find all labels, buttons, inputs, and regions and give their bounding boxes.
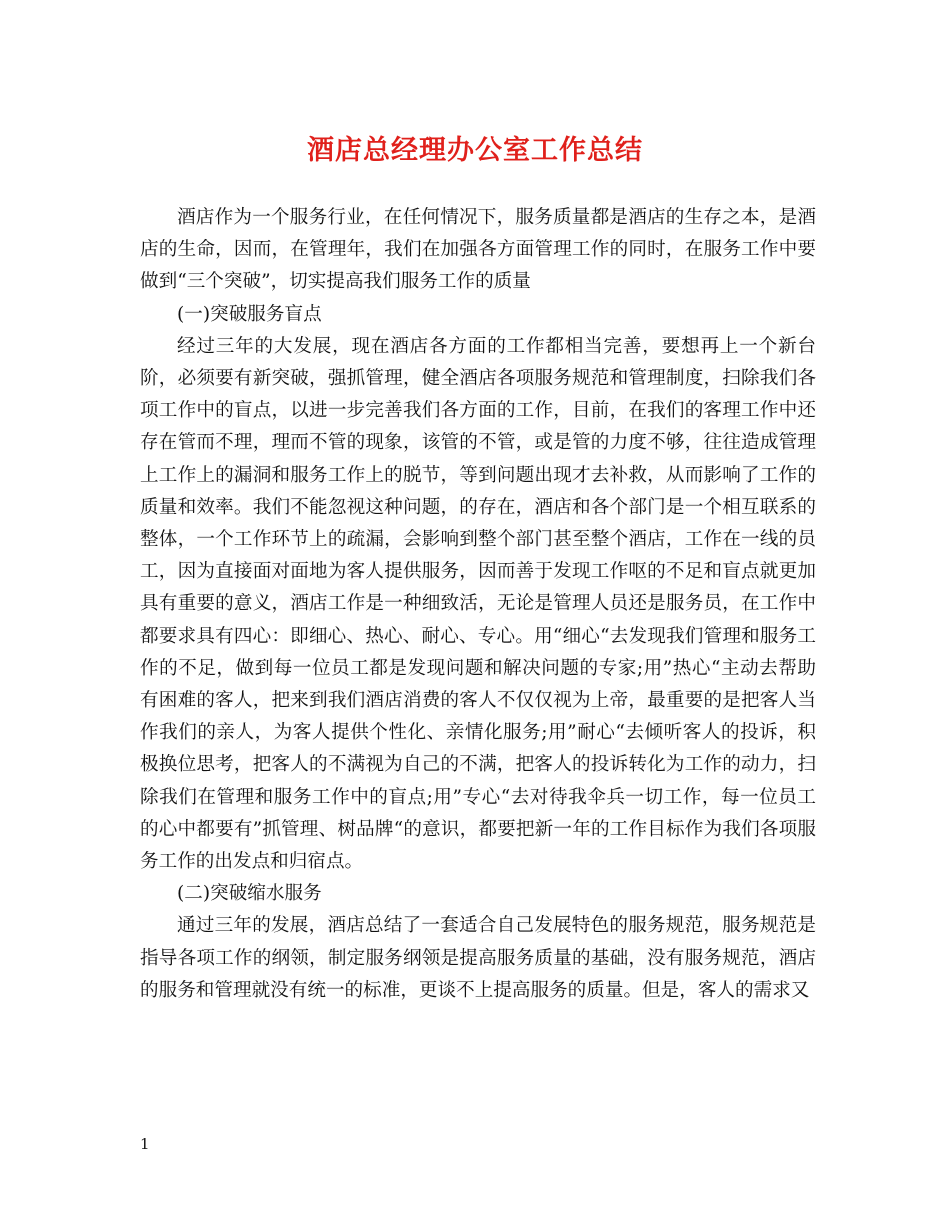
document-body bbox=[140, 202, 816, 1007]
document-title: 酒店总经理办公室工作总结 bbox=[307, 135, 643, 166]
paragraph-intro: 酒店作为一个服务行业，在任何情况下，服务质量都是酒店的生存之本，是酒店的生命，因而，在管理年，我们在加强各方面管理工作的同时，在服务工作中要做到“三个突破”，切实提高我们服务工作的质量 bbox=[140, 207, 816, 293]
section-heading-2: (二)突破缩水服务 bbox=[177, 883, 322, 905]
page-number: 1 bbox=[140, 1135, 150, 1153]
paragraph-section-2: 通过三年的发展，酒店总结了一套适合自己发展特色的服务规范，服务规范是指导各项工作的纲领，制定服务纲领是提高服务质量的基础，没有服务规范，酒店的服务和管理就没有统一的标准，更谈不上提高服务的质量。但是，客人的需求又 bbox=[140, 915, 816, 1001]
section-heading-1: (一)突破服务盲点 bbox=[177, 303, 322, 325]
paragraph-section-1: 经过三年的大发展，现在酒店各方面的工作都相当完善，要想再上一个新台阶，必须要有新突破，强抓管理，健全酒店各项服务规范和管理制度，扫除我们各项工作中的盲点，以进一步完善我们各方面的工作，目前，在我们的客理工作中还存在管而不理，理而不管的现象，该管的不管，或是管的力度不够，往往造成管理上工作上的漏洞和服务工作上的脱节，等到问题出现才去补救，从而影响了工作的质量和效率。我们不能忽视这种问题，的存在，酒店和各个部门是一个相互联系的整体，一个工作环节上的疏漏，会影响到整个部门甚至整个酒店，工作在一线的员工，因为直接面对面地为客人提供服务，因而善于发现工作呕的不足和盲点就更加具有重要的意义，酒店工作是一种细致活，无论是管理人员还是服务员，在工作中都要求具有四心：即细心、热心、耐心、专心。用“细心“去发现我们管理和服务工作的不足，做到每一位员工都是发现问题和解决问题的专家;用”热心“主动去帮助有困难的客人，把来到我们酒店消费的客人不仅仅视为上帝，最重要的是把客人当作我们的亲人，为客人提供个性化、亲情化服务;用”耐心“去倾听客人的投诉，积极换位思考，把客人的不满视为自己的不满，把客人的投诉转化为工作的动力，扫除我们在管理和服务工作中的盲点;用”专心“去对待我伞兵一切工作，每一位员工的心中都要有”抓管理、树品牌“的意识，都要把新一年的工作目标作为我们各项服务工作的出发点和归宿点。 bbox=[140, 335, 816, 873]
